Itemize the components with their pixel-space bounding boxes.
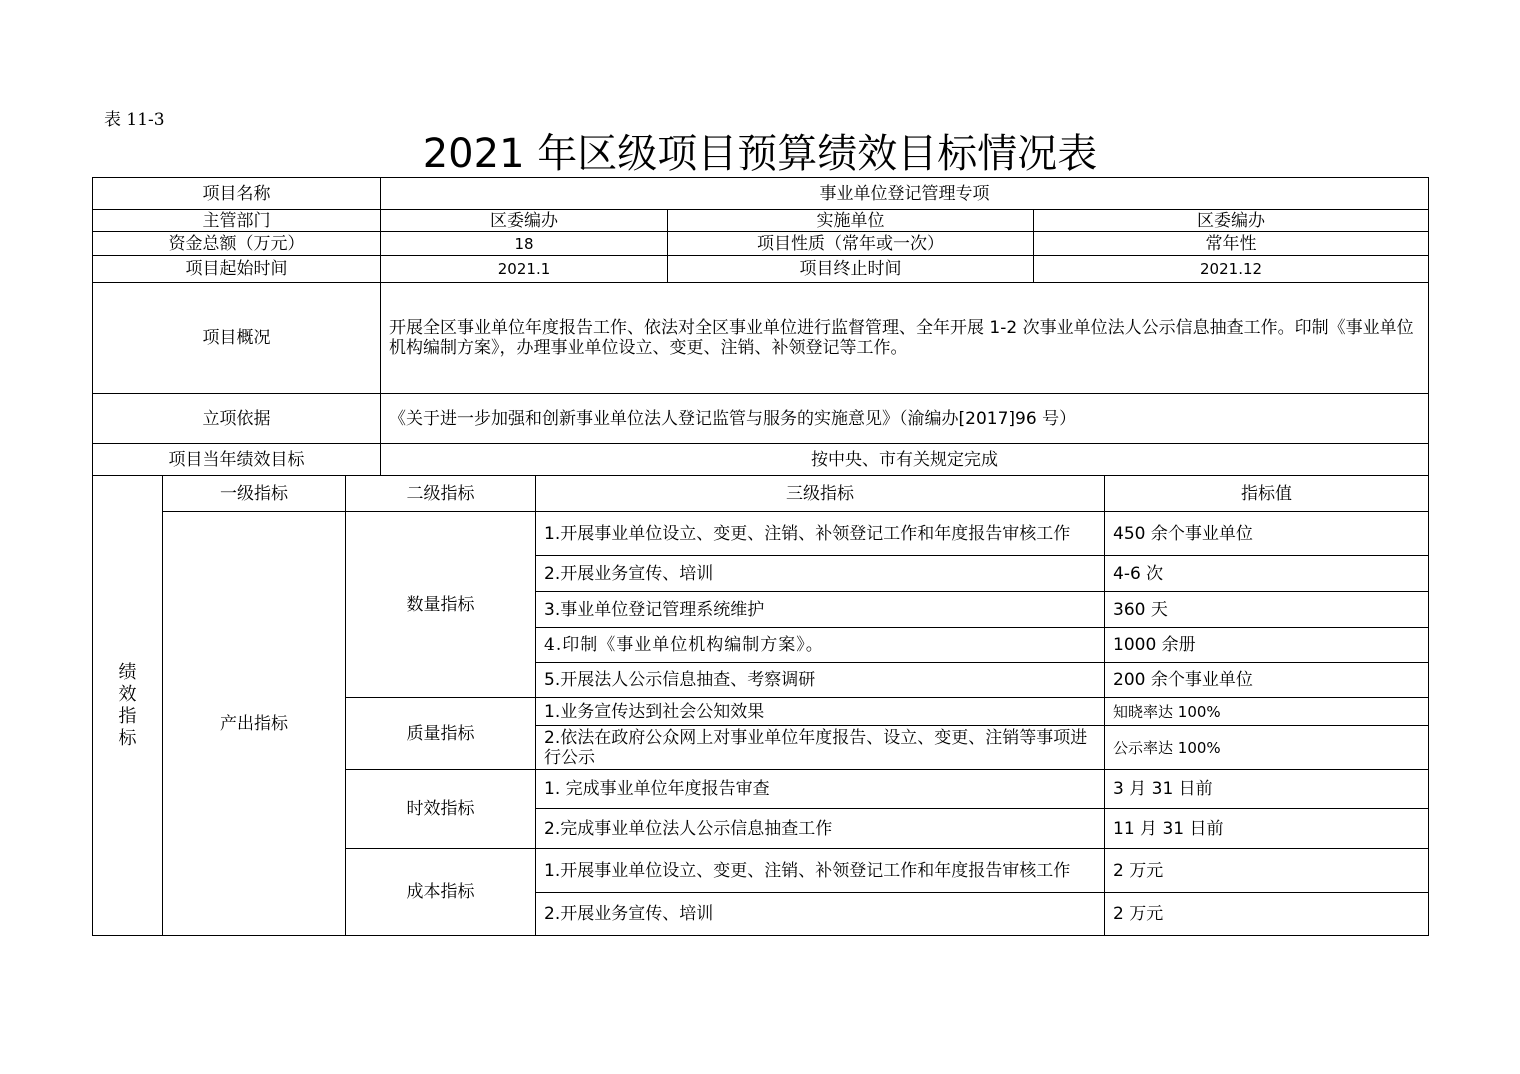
table-row [93,512,1429,556]
header-level1: 一级指标 [163,476,346,512]
nature-value: 常年性 [1034,232,1429,256]
level1-cell: 产出指标 [163,512,346,936]
group-name-timeliness: 时效指标 [346,770,536,849]
indicator-item: 2.开展业务宣传、培训 [536,893,1105,936]
project-name-value: 事业单位登记管理专项 [381,178,1429,210]
basis-label: 立项依据 [93,394,381,444]
basis-text: 《关于进一步加强和创新事业单位法人登记监管与服务的实施意见》（渝编办[2017]96 号） [381,394,1429,444]
goal-text: 按中央、市有关规定完成 [381,444,1429,476]
end-value: 2021.12 [1034,256,1429,283]
project-name-label: 项目名称 [93,178,381,210]
indicator-value: 公示率达 100% [1105,726,1429,770]
indicator-item: 3.事业单位登记管理系统维护 [536,592,1105,628]
end-label: 项目终止时间 [668,256,1034,283]
row-project-name [93,178,1429,210]
impl-unit-label: 实施单位 [668,210,1034,232]
row-department [93,210,1429,232]
row-basis [93,394,1429,444]
goal-label: 项目当年绩效目标 [93,444,381,476]
indicator-value: 3 月 31 日前 [1105,770,1429,809]
impl-unit-value: 区委编办 [1034,210,1429,232]
group-name-cost: 成本指标 [346,849,536,936]
header-level3: 三级指标 [536,476,1105,512]
indicator-item: 2.开展业务宣传、培训 [536,556,1105,592]
fund-label: 资金总额（万元） [93,232,381,256]
row-goal [93,444,1429,476]
overview-label: 项目概况 [93,283,381,394]
indicator-header-row [93,476,1429,512]
side-label-cell [93,476,163,936]
group-name-quality: 质量指标 [346,698,536,770]
nature-label: 项目性质（常年或一次） [668,232,1034,256]
indicator-value: 450 余个事业单位 [1105,512,1429,556]
fund-value: 18 [381,232,668,256]
indicator-item: 2.完成事业单位法人公示信息抽查工作 [536,809,1105,849]
indicator-value: 知晓率达 100% [1105,698,1429,726]
header-level2: 二级指标 [346,476,536,512]
dept-value: 区委编办 [381,210,668,232]
indicator-value: 2 万元 [1105,849,1429,893]
indicator-item: 5.开展法人公示信息抽查、考察调研 [536,663,1105,698]
table-number: 表 11-3 [104,110,165,130]
header-value: 指标值 [1105,476,1429,512]
indicator-item: 2.依法在政府公众网上对事业单位年度报告、设立、变更、注销等事项进行公示 [536,726,1105,770]
indicator-value: 1000 余册 [1105,628,1429,663]
indicator-value: 2 万元 [1105,893,1429,936]
indicator-item: 1. 完成事业单位年度报告审查 [536,770,1105,809]
indicator-item: 1.开展事业单位设立、变更、注销、补领登记工作和年度报告审核工作 [536,849,1105,893]
performance-table [92,177,1429,936]
indicator-item: 4.印制《事业单位机构编制方案》。 [536,628,1105,663]
indicator-value: 200 余个事业单位 [1105,663,1429,698]
page-title: 2021 年区级项目预算绩效目标情况表 [422,131,1098,177]
group-name-quantity: 数量指标 [346,512,536,698]
side-label: 绩效指标 [118,661,137,749]
start-value: 2021.1 [381,256,668,283]
overview-text: 开展全区事业单位年度报告工作、依法对全区事业单位进行监督管理、全年开展 1-2 次事业单位法人公示信息抽查工作。印制《事业单位机构编制方案》，办理事业单位设立、变更、注销、补领登记等工作。 [381,283,1429,394]
row-overview [93,283,1429,394]
dept-label: 主管部门 [93,210,381,232]
indicator-value: 11 月 31 日前 [1105,809,1429,849]
indicator-item: 1.业务宣传达到社会公知效果 [536,698,1105,726]
start-label: 项目起始时间 [93,256,381,283]
indicator-value: 4-6 次 [1105,556,1429,592]
row-period [93,256,1429,283]
indicator-item: 1.开展事业单位设立、变更、注销、补领登记工作和年度报告审核工作 [536,512,1105,556]
indicator-value: 360 天 [1105,592,1429,628]
row-fund [93,232,1429,256]
